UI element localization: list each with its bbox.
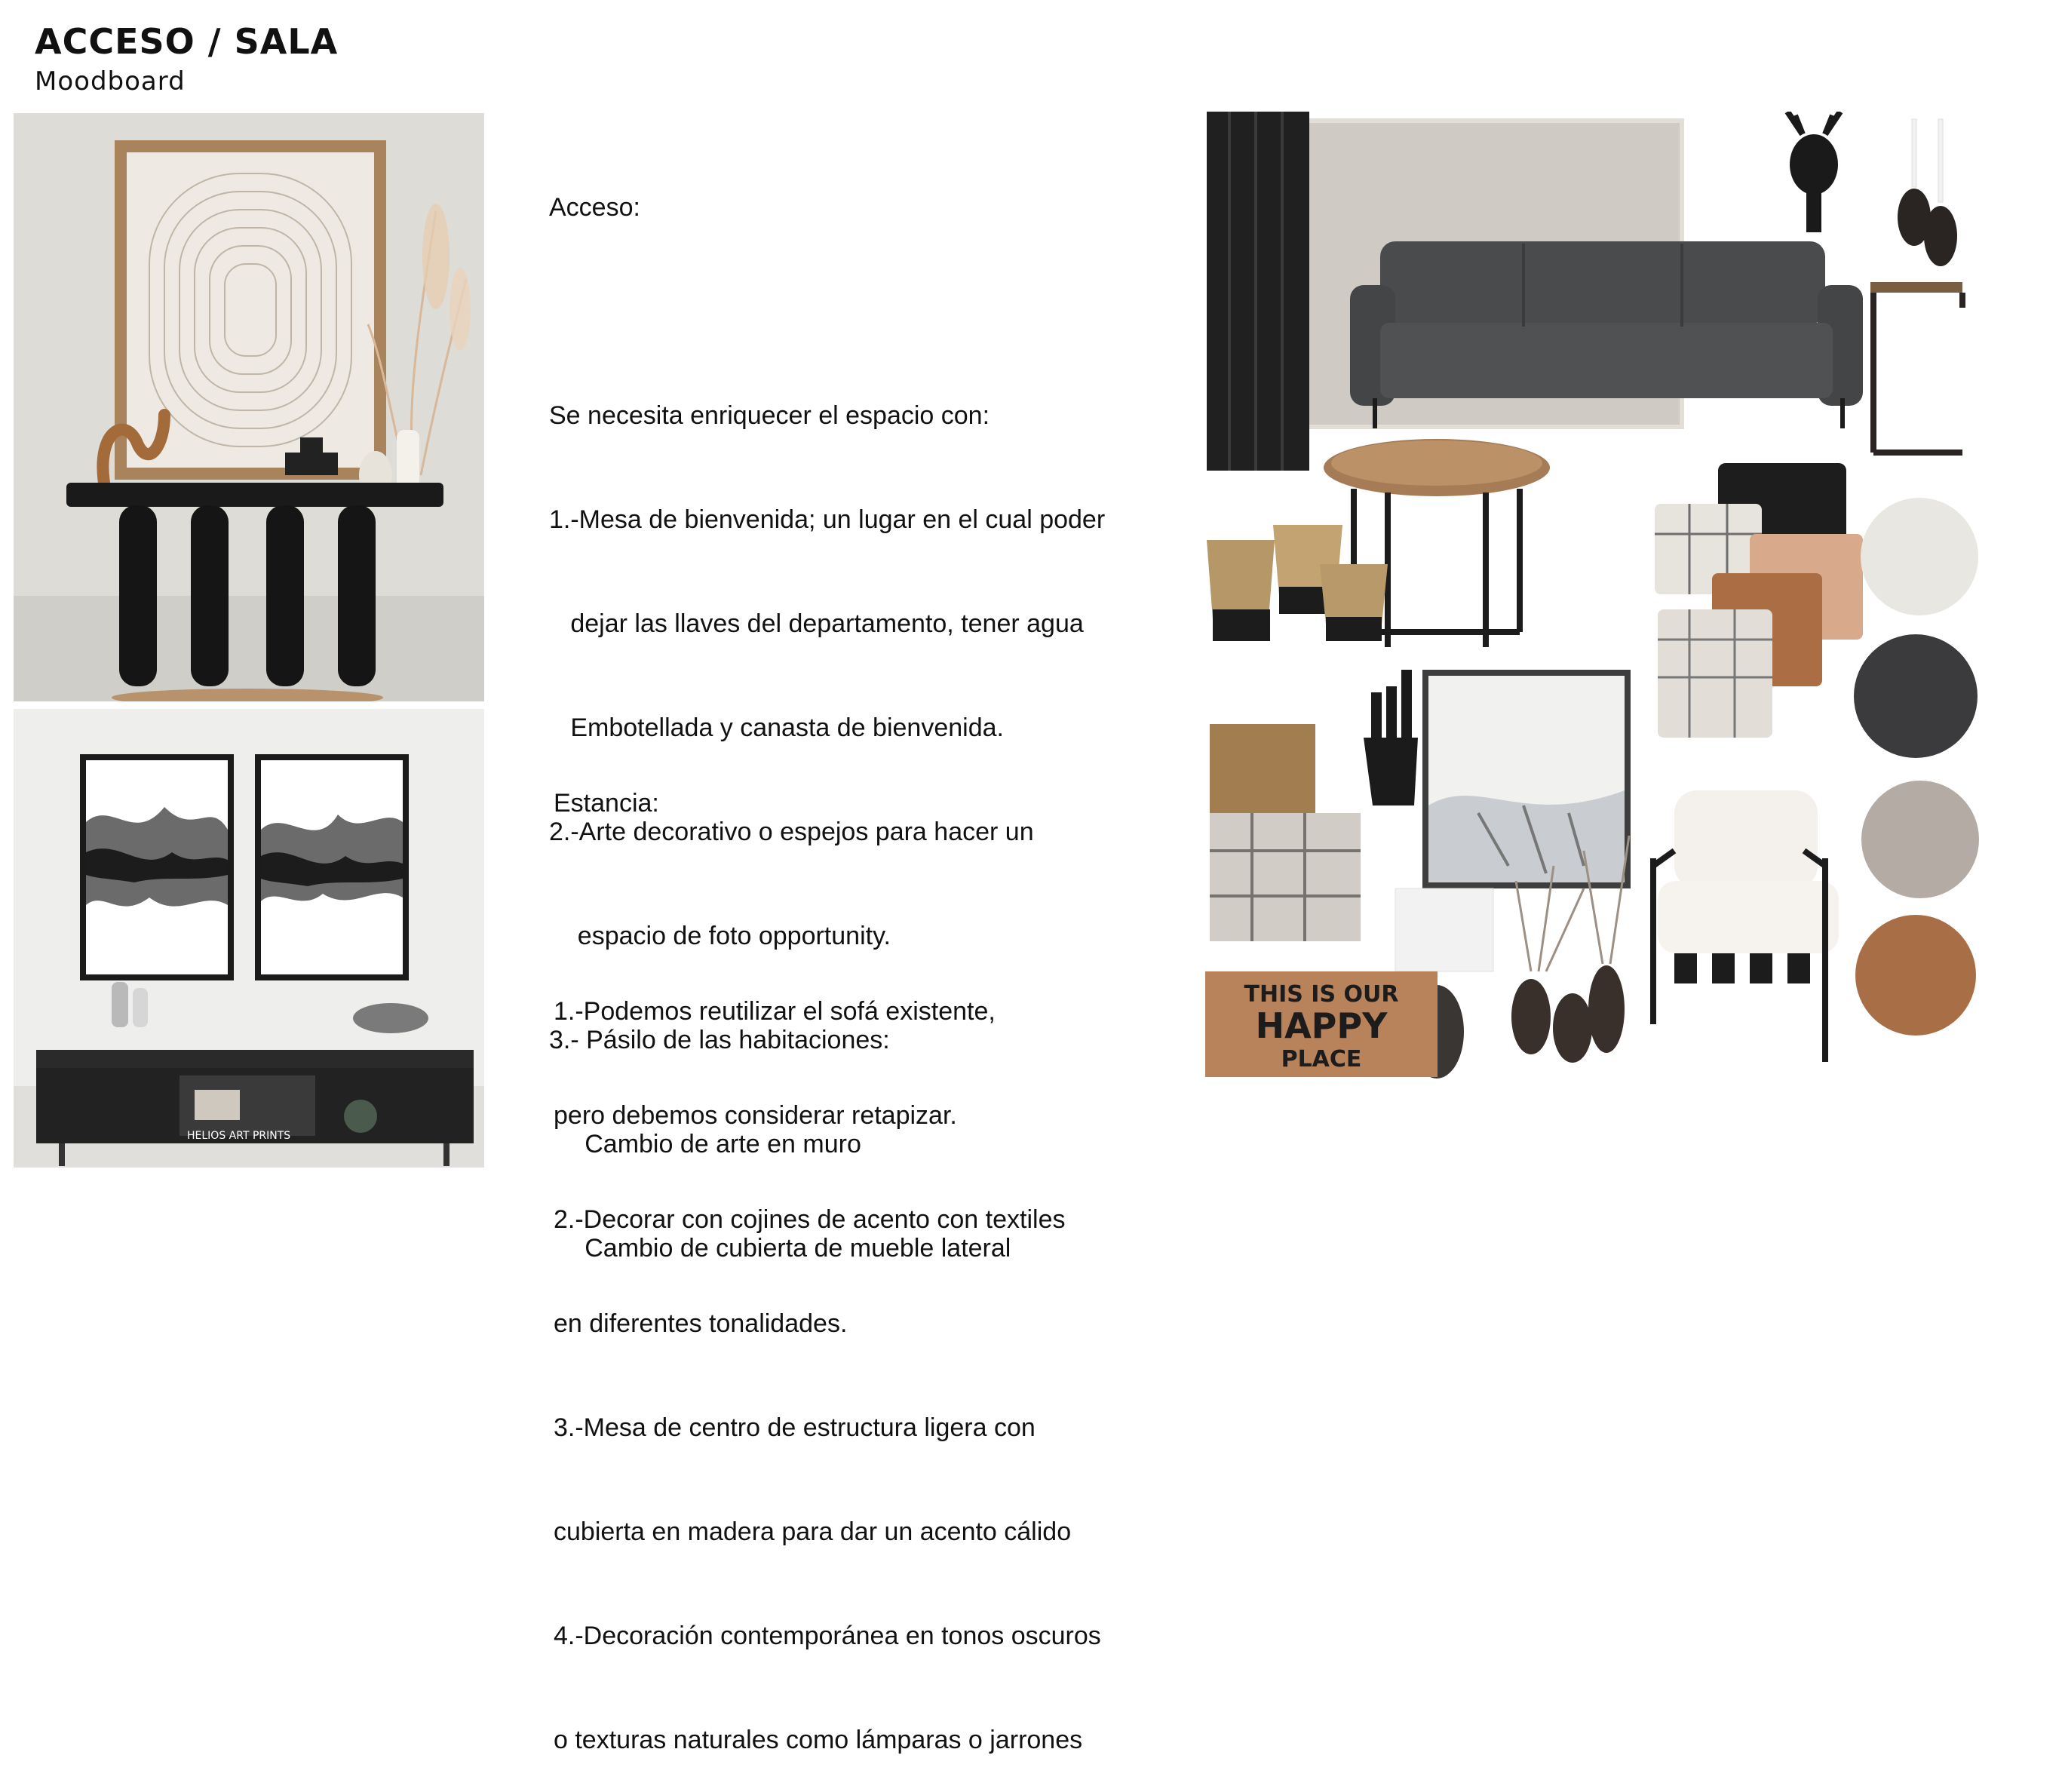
doormat-line2: HAPPY [1255, 1005, 1388, 1046]
doormat-line1: THIS IS OUR [1244, 981, 1399, 1008]
acceso-line: Se necesita enriquecer el espacio con: [549, 401, 990, 430]
acceso-line: 1.-Mesa de bienvenida; un lugar en el cual poder [549, 505, 1106, 534]
palette-swatch [1854, 634, 1978, 758]
side-table [1870, 282, 1962, 453]
moodboard-collage [1192, 112, 1991, 1107]
estancia-heading: Estancia: [554, 789, 659, 818]
page-title: ACCESO / SALA [35, 21, 339, 62]
acceso-line: Embotellada y canasta de bienvenida. [549, 713, 1004, 742]
hand-sculpture [1364, 670, 1418, 805]
watermark-text: HELIOS ART PRINTS [187, 1130, 291, 1142]
acceso-heading: Acceso: [549, 193, 640, 222]
estancia-line: en diferentes tonalidades. [554, 1309, 848, 1338]
doormat-line3: PLACE [1281, 1046, 1362, 1072]
acceso-line: 2.-Arte decorativo o espejos para hacer un [549, 818, 1034, 846]
estancia-line: 1.-Podemos reutilizar el sofá existente, [554, 997, 996, 1026]
living-room-photo [14, 709, 484, 1168]
palette-swatch [1861, 498, 1978, 615]
candle-holders [1898, 119, 1957, 266]
abstract-art [1422, 670, 1631, 888]
estancia-section [554, 716, 1101, 1792]
doormat [1205, 971, 1438, 1077]
acceso-line: dejar las llaves del departamento, tener agua [549, 609, 1084, 638]
estancia-line: 2.-Decorar con cojines de acento con textiles [554, 1205, 1066, 1234]
cushions [1655, 463, 1863, 738]
deer-head-decor [1787, 112, 1840, 232]
curtain [1207, 112, 1309, 471]
armchair [1653, 790, 1839, 1062]
acceso-line: espacio de foto opportunity. [549, 922, 891, 950]
acceso-line: 3.- Pásilo de las habitaciones: [549, 1026, 890, 1054]
estancia-line: o texturas naturales como lámparas o jarrones [554, 1726, 1083, 1754]
palette-swatch [1855, 915, 1976, 1036]
acceso-line: Cambio de cubierta de mueble lateral [549, 1234, 1011, 1263]
page-subtitle: Moodboard [35, 66, 186, 97]
throw-blankets [1210, 724, 1361, 941]
estancia-line: pero debemos considerar retapizar. [554, 1101, 957, 1130]
estancia-line: 4.-Decoración contemporánea en tonos oscuros [554, 1622, 1101, 1650]
entry-console-photo [14, 113, 484, 701]
estancia-line: cubierta en madera para dar un acento cálido [554, 1517, 1072, 1546]
estancia-line: 3.-Mesa de centro de estructura ligera con [554, 1413, 1036, 1442]
palette-swatch [1861, 781, 1979, 898]
baskets [1207, 525, 1388, 641]
acceso-line: Cambio de arte en muro [549, 1130, 861, 1158]
color-palette [1854, 498, 1979, 1036]
